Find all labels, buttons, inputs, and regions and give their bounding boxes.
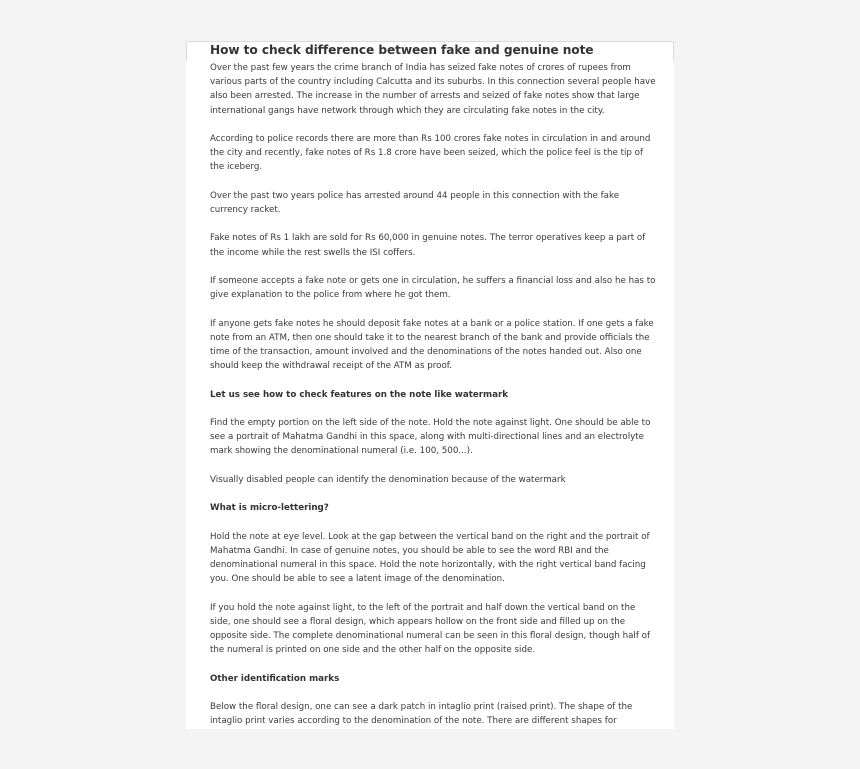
body-paragraph: Over the past two years police has arrested around 44 people in this connection with the fake currency racket.: [210, 190, 620, 215]
body-paragraph: If someone accepts a fake note or gets one in circulation, he suffers a financial loss and also he has to give explanation to the police from where he got them.: [210, 275, 656, 301]
document-title: How to check difference between fake and genuine note: [210, 43, 594, 57]
section-heading: What is micro-lettering?: [210, 503, 329, 514]
body-paragraph: According to police records there are more than Rs 100 crores fake notes in circulation in and around the city and recently, fake notes of Rs 1.8 crore have been seized, which the police feel is the tip of the iceberg.: [210, 134, 651, 173]
document-page: [186, 41, 674, 729]
section-heading: Let us see how to check features on the note like watermark: [210, 389, 509, 400]
body-paragraph: Find the empty portion on the left side of the note. Hold the note against light. One should be able to see a portrait of Mahatma Gandhi in this space, along with multi-directional lines and an electrolyte mark showing the denominational numeral (i.e. 100, 500...).: [210, 417, 651, 457]
body-paragraph: If you hold the note against light, to the left of the portrait and half down the vertical band on the side, one should see a floral design, which appears hollow on the front side and filled up on the opposite side. The complete denominational numeral can be seen in this floral design, though half of the numeral is printed on one side and the other half on the opposite side.: [210, 602, 651, 656]
body-paragraph: If anyone gets fake notes he should deposit fake notes at a bank or a police station. If one gets a fake note from an ATM, then one should take it to the nearest branch of the bank and provide officials the time of the transaction, amount involved and the denominations of the notes handed out. Also one should keep the withdrawal receipt of the ATM as proof.: [210, 318, 654, 372]
body-paragraph: Fake notes of Rs 1 lakh are sold for Rs 60,000 in genuine notes. The terror operatives keep a part of the income while the rest swells the ISI coffers.: [210, 233, 646, 258]
body-paragraph: Over the past few years the crime branch of India has seized fake notes of crores of rupees from various parts of the country including Calcutta and its suburbs. In this connection several people have also been arrested. The increase in the number of arrests and seized of fake notes show that large international gangs have network through which they are circulating fake notes in the city.: [210, 63, 656, 116]
body-paragraph: Visually disabled people can identify the denomination because of the watermark: [210, 474, 566, 485]
body-paragraph: Hold the note at eye level. Look at the gap between the vertical band on the right and the portrait of Mahatma Gandhi. In case of genuine notes, you should be able to see the word RBI and the denominational numeral in this space. Hold the note horizontally, with the right vertical band facing you. One should be able to see a latent image of the denomination.: [210, 531, 650, 585]
document-content: [210, 43, 658, 729]
body-paragraph: Below the floral design, one can see a dark patch in intaglio print (raised print). The shape of the intaglio print varies according to the denomination of the note. There are different shapes for: [210, 701, 633, 727]
section-heading: Other identification marks: [210, 673, 340, 684]
